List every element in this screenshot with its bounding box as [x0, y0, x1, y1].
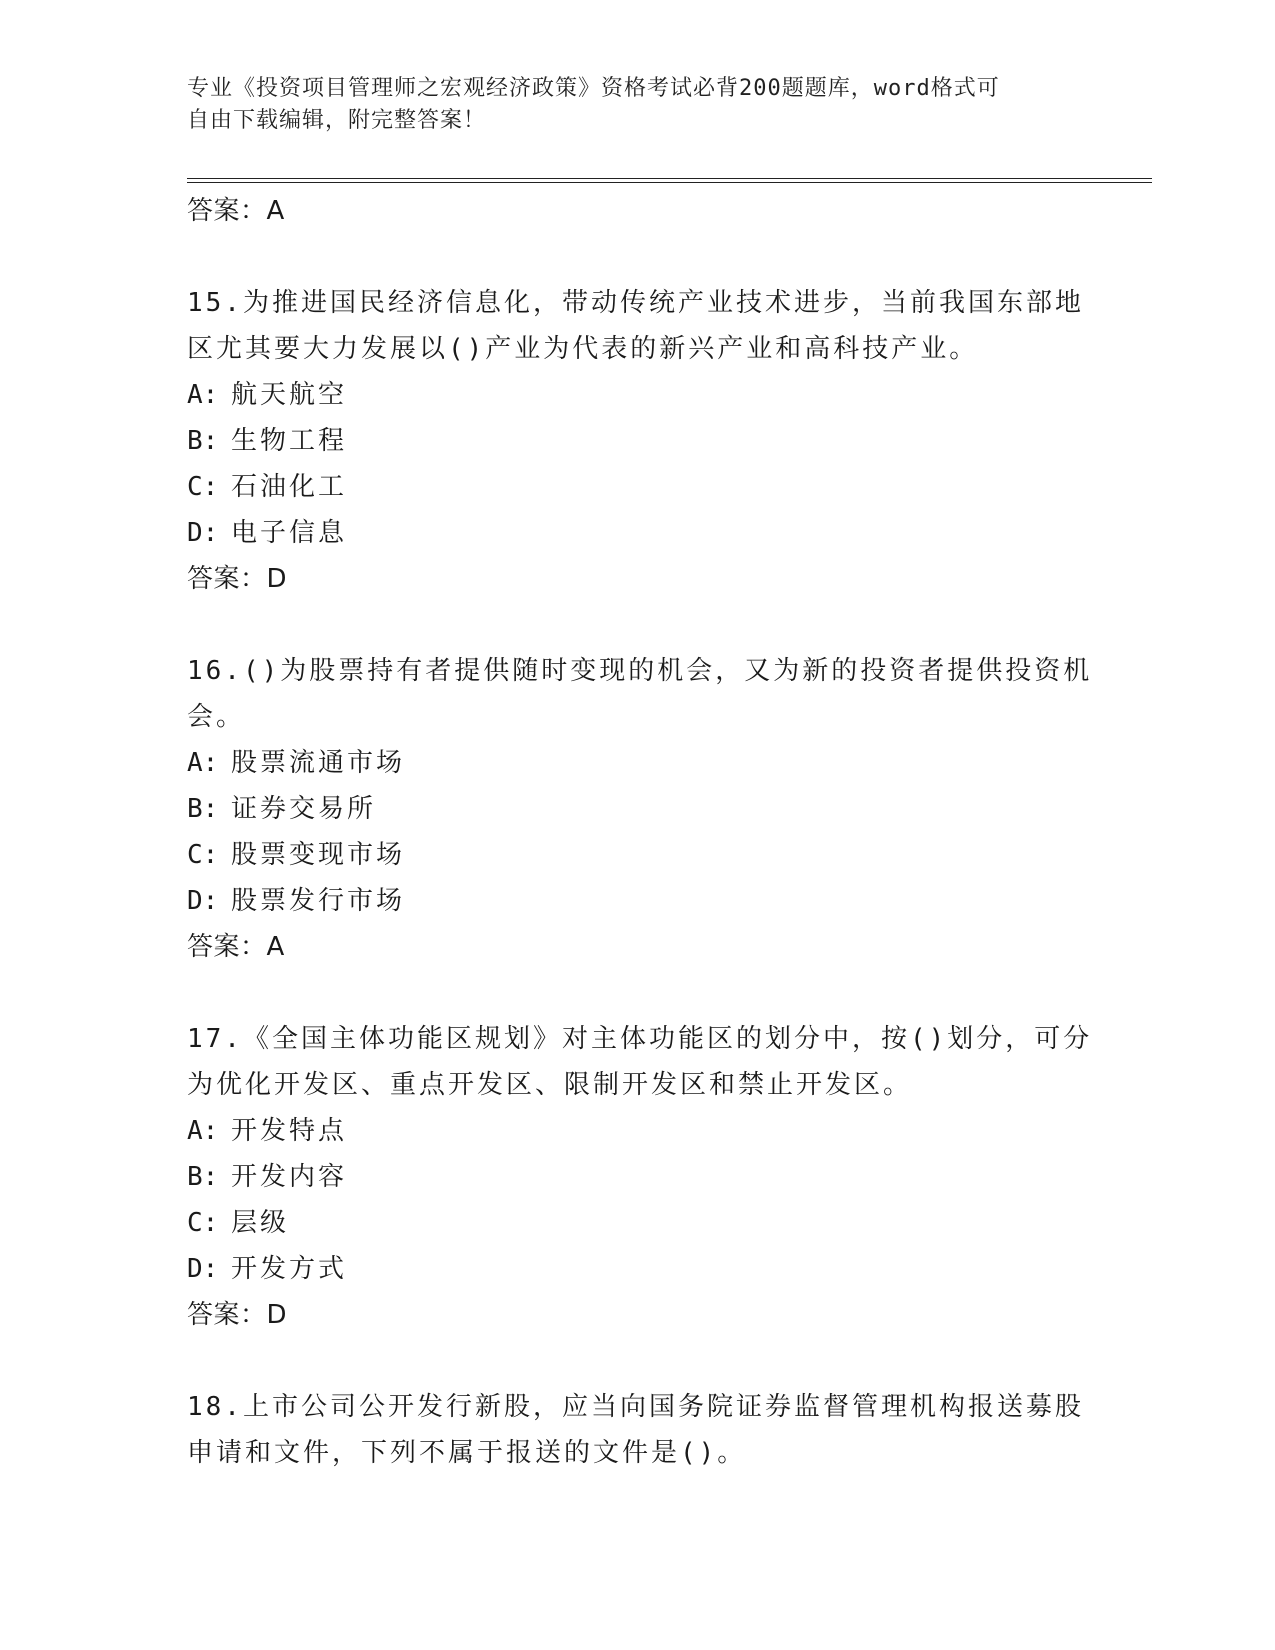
option-text: 石油化工	[231, 472, 348, 502]
option-d	[187, 878, 1087, 924]
option-letter: C:	[187, 472, 219, 502]
option-a	[187, 740, 1087, 786]
option-letter: D:	[187, 886, 219, 916]
option-letter: D:	[187, 518, 219, 548]
question-text-line: 申请和文件，下列不属于报送的文件是()。	[187, 1438, 747, 1468]
question-text-line: 16.()为股票持有者提供随时变现的机会，又为新的投资者提供投资机	[187, 656, 1093, 686]
spacer	[187, 1338, 1087, 1384]
option-letter: B:	[187, 794, 219, 824]
option-text: 开发内容	[231, 1162, 348, 1192]
option-letter: A:	[187, 748, 219, 778]
option-letter: D:	[187, 1254, 219, 1284]
option-d	[187, 510, 1087, 556]
option-b	[187, 1154, 1087, 1200]
option-text: 开发方式	[231, 1254, 348, 1284]
option-text: 股票变现市场	[231, 840, 406, 870]
header-divider-top	[187, 178, 1152, 179]
option-letter: A:	[187, 1116, 219, 1146]
question-text-line: 会。	[187, 702, 246, 732]
option-letter: A:	[187, 380, 219, 410]
header-line-2: 自由下载编辑，附完整答案！	[187, 108, 487, 133]
option-b	[187, 786, 1087, 832]
option-text: 层级	[231, 1208, 290, 1238]
question-block	[187, 1016, 1093, 1338]
option-text: 股票发行市场	[231, 886, 406, 916]
spacer	[187, 234, 1087, 280]
question-text-line: 18.上市公司公开发行新股，应当向国务院证券监督管理机构报送募股	[187, 1392, 1084, 1422]
spacer	[187, 970, 1087, 1016]
question-block	[187, 648, 1093, 970]
option-text: 证券交易所	[231, 794, 377, 824]
answer-line: 答案：A	[187, 196, 285, 226]
spacer	[187, 602, 1087, 648]
option-text: 开发特点	[231, 1116, 348, 1146]
option-letter: B:	[187, 426, 219, 456]
option-letter: B:	[187, 1162, 219, 1192]
option-c	[187, 1200, 1087, 1246]
question-text-line: 区尤其要大力发展以()产业为代表的新兴产业和高科技产业。	[187, 334, 979, 364]
header-divider-bottom	[187, 182, 1152, 183]
header-line-1: 专业《投资项目管理师之宏观经济政策》资格考试必背200题题库，word格式可	[187, 76, 1000, 101]
option-letter: C:	[187, 1208, 219, 1238]
option-letter: C:	[187, 840, 219, 870]
question-block	[187, 1384, 1087, 1476]
page-header	[187, 73, 1067, 137]
question-list	[187, 188, 1093, 1476]
option-text: 生物工程	[231, 426, 348, 456]
answer-line: 答案：D	[187, 564, 288, 594]
option-text: 航天航空	[231, 380, 348, 410]
option-a	[187, 372, 1087, 418]
answer-line: 答案：A	[187, 932, 285, 962]
option-c	[187, 832, 1087, 878]
question-text-line: 15.为推进国民经济信息化，带动传统产业技术进步，当前我国东部地	[187, 288, 1084, 318]
option-text: 电子信息	[231, 518, 348, 548]
option-b	[187, 418, 1087, 464]
option-c	[187, 464, 1087, 510]
option-a	[187, 1108, 1087, 1154]
question-text-line: 为优化开发区、重点开发区、限制开发区和禁止开发区。	[187, 1070, 913, 1100]
option-text: 股票流通市场	[231, 748, 406, 778]
answer-line: 答案：D	[187, 1300, 288, 1330]
option-d	[187, 1246, 1087, 1292]
question-block	[187, 280, 1087, 602]
question-text-line: 17.《全国主体功能区规划》对主体功能区的划分中，按()划分，可分	[187, 1024, 1093, 1054]
